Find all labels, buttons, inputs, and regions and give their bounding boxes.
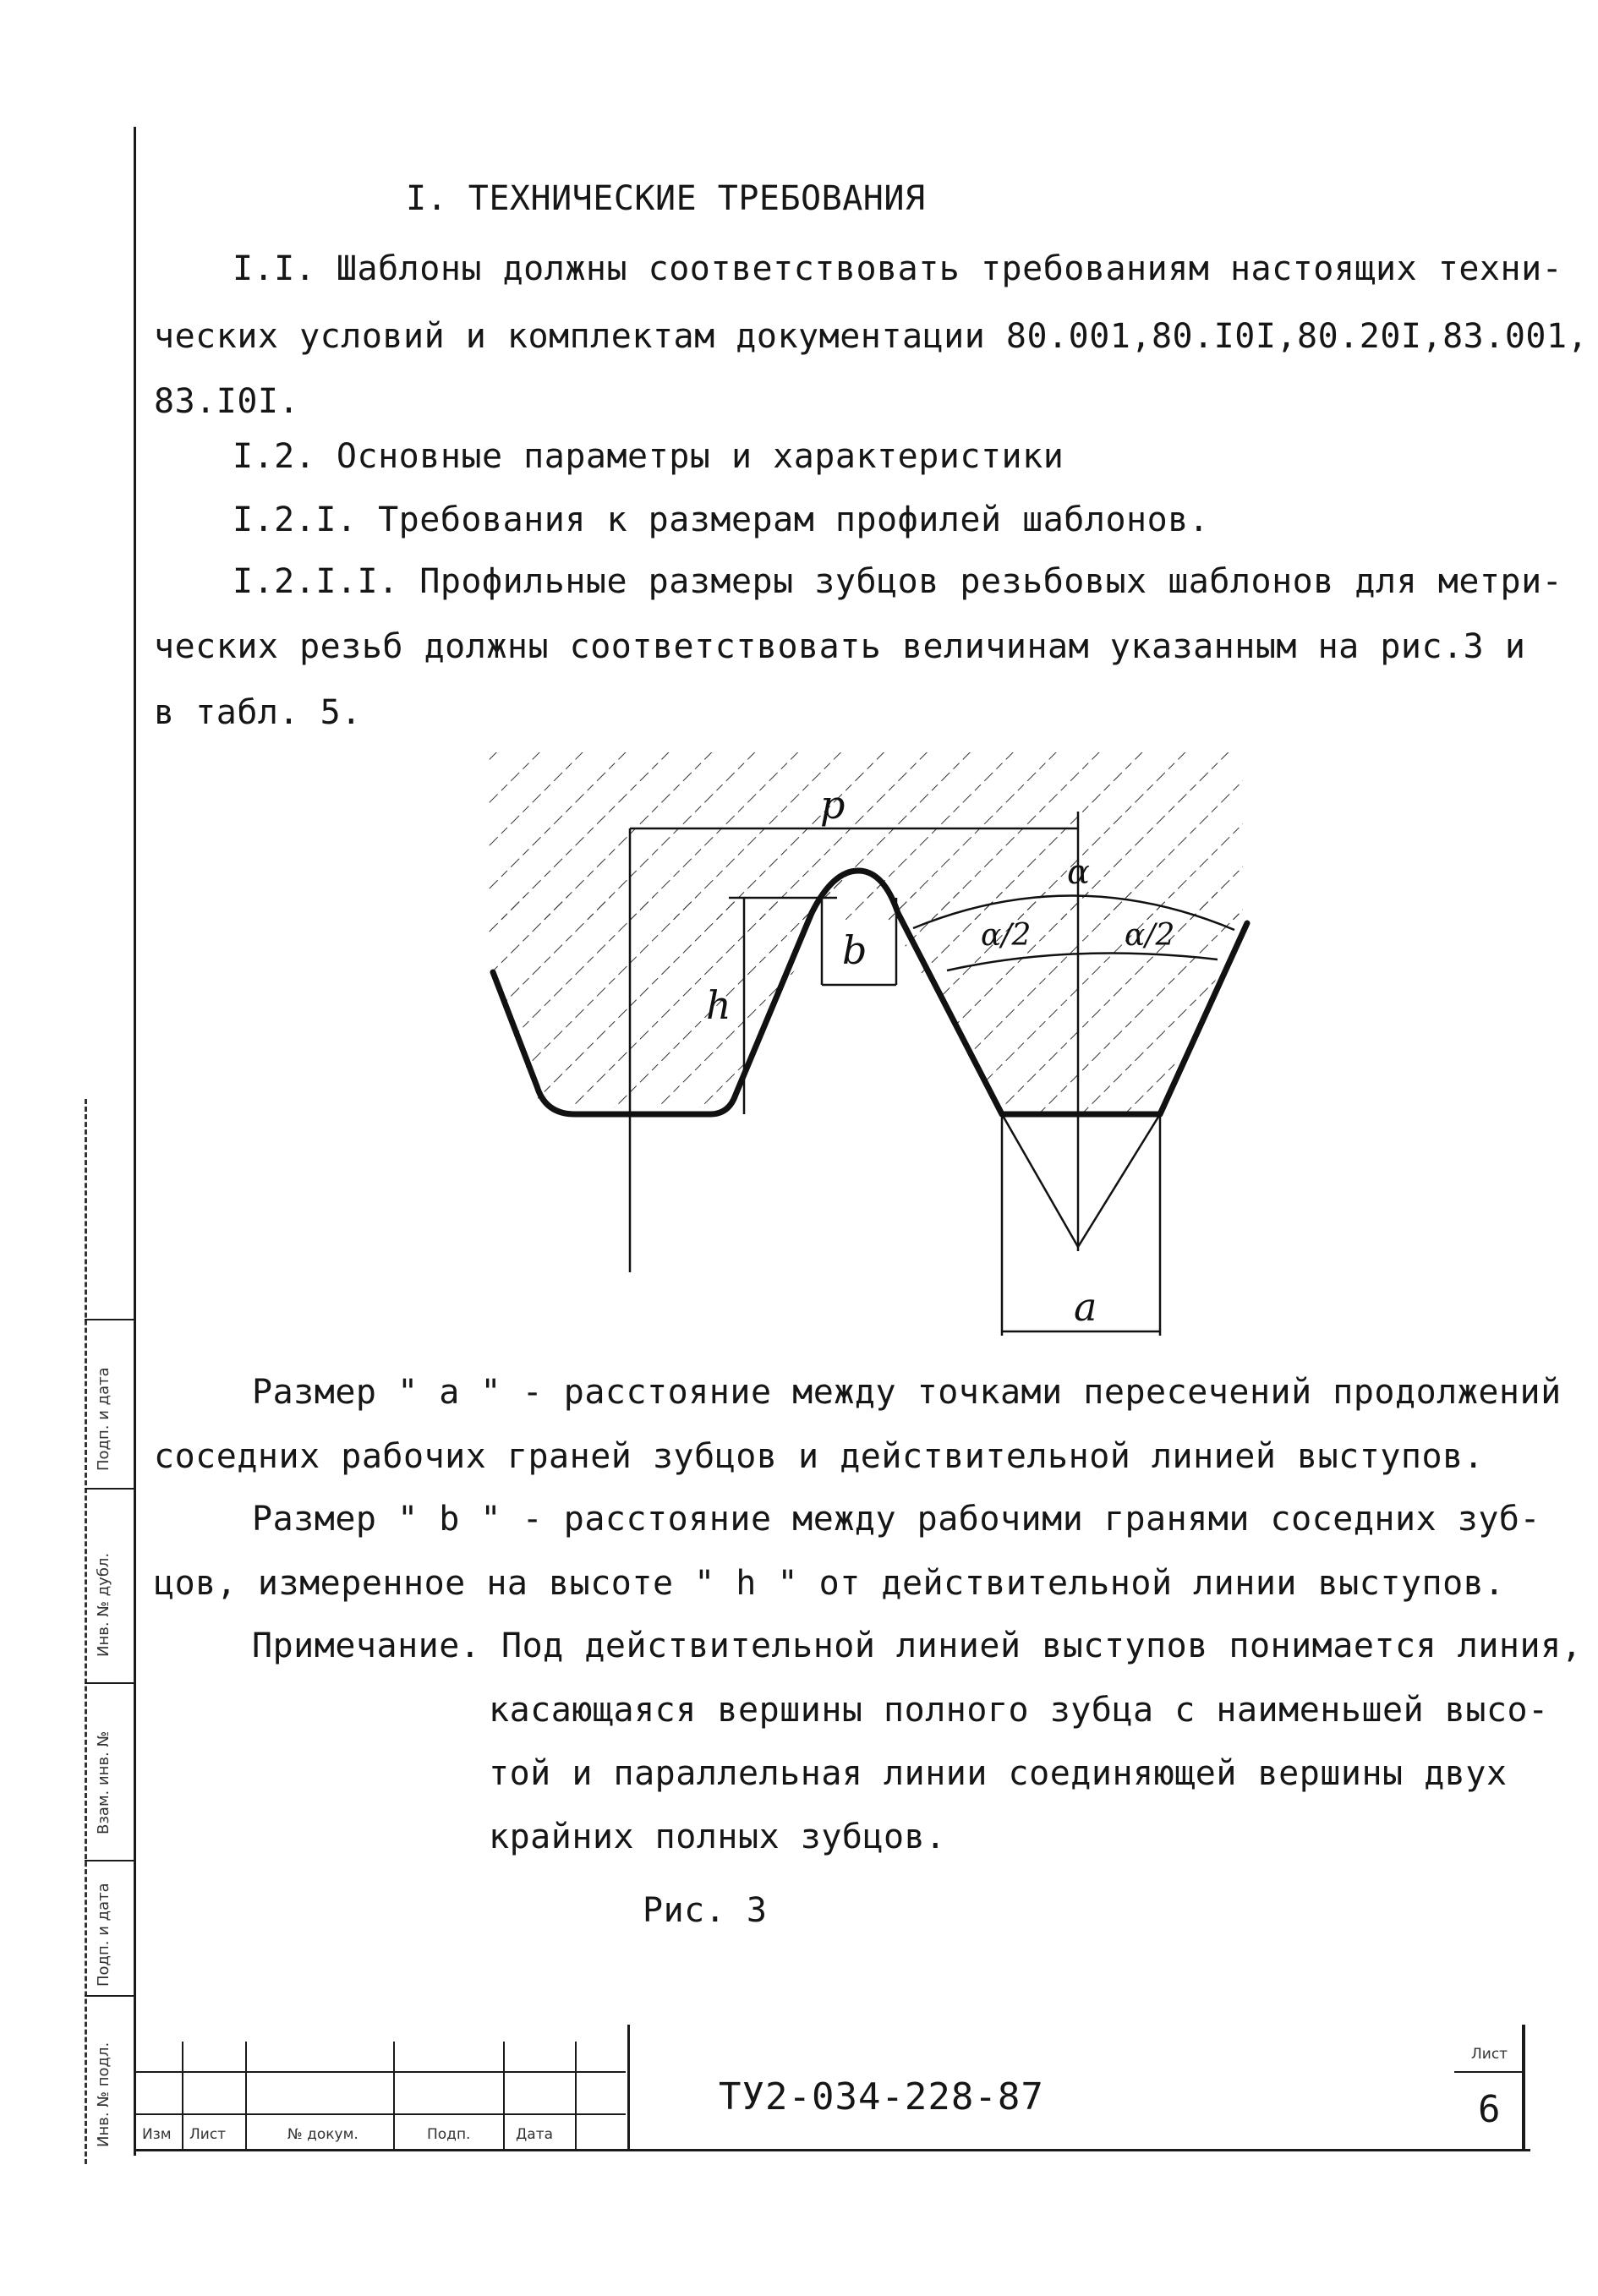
title-block-col-line bbox=[393, 2042, 395, 2149]
paragraph-1-2-1: I.2.I. Требования к размерам профилей шаблонов. bbox=[233, 500, 1210, 539]
column-signature: Подп. bbox=[427, 2126, 471, 2143]
label-alpha-half-right: α/2 bbox=[1125, 918, 1175, 953]
note-line-3: той и параллельная линии соединяющей вершины двух bbox=[489, 1754, 1508, 1793]
paragraph-1-2-1-1-line-2: ческих резьб должны соответствовать величинам указанным на рис.3 и bbox=[154, 627, 1526, 666]
title-block-col-line bbox=[503, 2042, 505, 2149]
margin-label-podp-data-2: Подп. и дата bbox=[95, 1367, 112, 1471]
title-block-col-line bbox=[575, 2042, 577, 2149]
title-block-col-line bbox=[245, 2042, 247, 2149]
paragraph-1-1-line-3: 83.I0I. bbox=[154, 382, 300, 421]
note-line-4: крайних полных зубцов. bbox=[489, 1818, 946, 1856]
margin-divider bbox=[85, 1488, 135, 1490]
note-line-1: Примечание. Под действительной линией выступов понимается линия, bbox=[252, 1626, 1583, 1665]
paragraph-1-2-1-1-line-3: в табл. 5. bbox=[154, 693, 362, 732]
label-a: a bbox=[1074, 1284, 1097, 1330]
figure-caption: Рис. 3 bbox=[643, 1891, 768, 1930]
title-block-sheet-border bbox=[1522, 2025, 1525, 2151]
paragraph-1-2-1-1-line-1: I.2.I.I. Профильные размеры зубцов резьбовых шаблонов для метри- bbox=[233, 562, 1563, 601]
margin-divider bbox=[85, 1995, 135, 1997]
title-block-row-line bbox=[135, 2113, 626, 2115]
margin-divider bbox=[85, 1682, 135, 1684]
sheet-number: 6 bbox=[1478, 2088, 1502, 2131]
paragraph-1-1-line-1: I.I. Шаблоны должны соответствовать требованиям настоящих техни- bbox=[233, 249, 1563, 288]
title-block-sheet-divider bbox=[1454, 2071, 1524, 2073]
document-number: ТУ2-034-228-87 bbox=[719, 2075, 1044, 2118]
label-h: h bbox=[706, 982, 731, 1028]
title-block-bottom-line bbox=[135, 2149, 1530, 2151]
note-line-2: касающаяся вершины полного зубца с наименьшей высо- bbox=[489, 1691, 1549, 1730]
column-date: Дата bbox=[516, 2126, 554, 2143]
column-izm: Изм bbox=[142, 2126, 172, 2143]
definition-b-line-2: цов, измеренное на высоте " h " от действительной линии выступов. bbox=[154, 1564, 1505, 1603]
label-alpha: α bbox=[1067, 853, 1091, 892]
margin-divider bbox=[85, 1860, 135, 1861]
definition-b-line-1: Размер " b " - расстояние между рабочими гранями соседних зуб- bbox=[252, 1500, 1541, 1539]
margin-label-vzam-inv: Взам. инв. № bbox=[95, 1730, 112, 1834]
section-heading: I. ТЕХНИЧЕСКИЕ ТРЕБОВАНИЯ bbox=[406, 179, 926, 218]
paragraph-1-2: I.2. Основные параметры и характеристики bbox=[233, 437, 1064, 476]
paragraph-1-1-line-2: ческих условий и комплектам документации 80.001,80.I0I,80.20I,83.001, bbox=[154, 317, 1589, 356]
margin-label-inv-podl: Инв. № подл. bbox=[95, 2042, 112, 2147]
label-p: p bbox=[820, 782, 846, 828]
title-block bbox=[135, 2025, 1530, 2160]
title-block-col-line bbox=[182, 2042, 183, 2149]
margin-label-inv-dubl: Инв. № дубл. bbox=[95, 1552, 112, 1657]
column-list: Лист bbox=[189, 2126, 227, 2143]
label-b: b bbox=[842, 927, 867, 973]
label-alpha-half-left: α/2 bbox=[981, 918, 1032, 953]
sheet-label: Лист bbox=[1471, 2046, 1508, 2063]
title-block-row-line bbox=[135, 2071, 626, 2073]
title-block-col-line bbox=[627, 2025, 630, 2151]
column-doc-number: № докум. bbox=[287, 2126, 358, 2143]
margin-label-podp-data: Подп. и дата bbox=[95, 1883, 112, 1987]
definition-a-line-2: соседних рабочих граней зубцов и действительной линией выступов. bbox=[154, 1437, 1485, 1476]
definition-a-line-1: Размер " a " - расстояние между точками пересечений продолжений bbox=[252, 1373, 1562, 1412]
